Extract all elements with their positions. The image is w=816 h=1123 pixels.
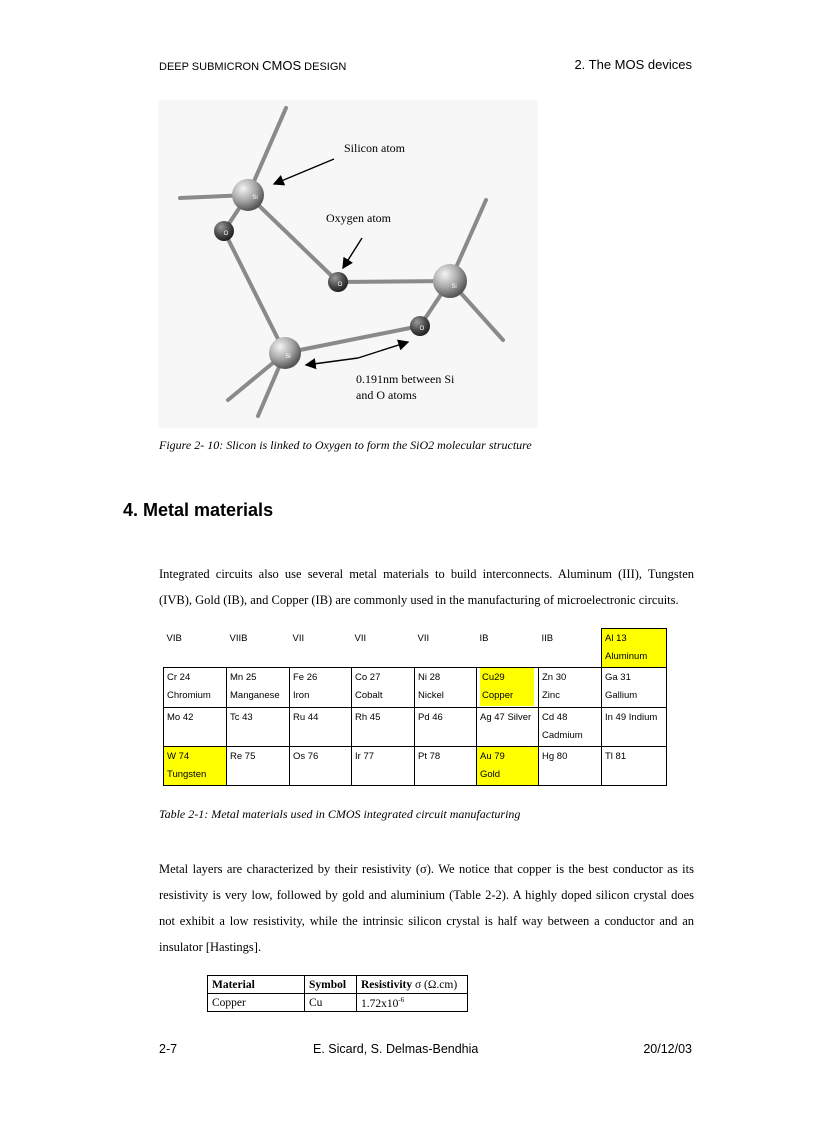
sio2-structure-figure <box>158 100 538 428</box>
header-cell: VII <box>417 632 430 644</box>
element-cell: Ga 31 Gallium <box>602 668 667 708</box>
periodic-table <box>163 628 667 786</box>
table-row <box>164 668 667 708</box>
header-cell: VIB <box>166 632 182 644</box>
footer-page-number: 2-7 <box>159 1042 178 1056</box>
element-cell-tungsten: W 74 Tungsten <box>164 747 227 786</box>
oxygen-atom-label: Oxygen atom <box>326 211 391 225</box>
element-cell: Co 27 Cobalt <box>352 668 415 708</box>
element-cell: Os 76 <box>290 747 352 786</box>
figure-caption: Figure 2- 10: Slicon is linked to Oxygen to form the SiO2 molecular structure <box>159 438 532 452</box>
resistivity-cell: $1.72x10^{-6}$ <box>357 994 468 1012</box>
silicon-atom <box>433 264 467 298</box>
element-cell: Hg 80 <box>539 747 602 786</box>
symbol-cell: Cu <box>305 994 357 1012</box>
silicon-atom <box>232 179 264 211</box>
resistivity-table <box>207 975 468 1012</box>
paragraph-resistivity: Metal layers are characterized by their resistivity (σ). We notice that copper is the best conductor as its resistivity is very low, followed by gold and aluminium (Table 2-2). A highly doped silicon crystal does not exhibit a low resistivity, while the intrinsic silicon crystal is half way between a conductor and an insulator [Hastings]. <box>159 862 694 954</box>
header-cell-aluminum: Al 13 Aluminum <box>602 629 667 668</box>
o-label: O <box>419 326 425 332</box>
table-header-row <box>164 629 667 668</box>
element-cell: Tc 43 <box>227 708 290 747</box>
header-resistivity: Resistivity σ (Ω.cm) <box>357 976 468 994</box>
header-cell: VII <box>292 632 305 644</box>
table-caption: Table 2-1: Metal materials used in CMOS integrated circuit manufacturing <box>159 807 521 821</box>
si-label: Si <box>285 354 291 360</box>
o-label: O <box>337 282 343 288</box>
element-cell: Tl 81 <box>602 747 667 786</box>
element-cell: Pd 46 <box>415 708 477 747</box>
element-cell: Fe 26 Iron <box>290 668 352 708</box>
element-cell-copper: Cu29 Copper <box>477 668 539 708</box>
element-cell: In 49 Indium <box>602 708 667 747</box>
table-row <box>164 708 667 747</box>
header-cell: VII <box>354 632 367 644</box>
header-material: Material <box>208 976 305 994</box>
distance-label-line1: 0.191nm between Si <box>356 372 455 386</box>
silicon-atom <box>269 337 301 369</box>
element-cell: Ru 44 <box>290 708 352 747</box>
table-row <box>208 994 468 1012</box>
header-cell: IB <box>479 632 489 644</box>
footer-date: 20/12/03 <box>643 1042 692 1056</box>
section-heading: 4. Metal materials <box>123 500 274 520</box>
element-cell: Ir 77 <box>352 747 415 786</box>
header-cell: IIB <box>541 632 554 644</box>
element-cell: Mn 25 Manganese <box>227 668 290 708</box>
element-cell: Zn 30 Zinc <box>539 668 602 708</box>
header-symbol: Symbol <box>305 976 357 994</box>
si-label: Si <box>252 195 258 201</box>
running-header-title: DEEP SUBMICRON CMOS DESIGN <box>159 58 347 73</box>
element-cell: Mo 42 <box>164 708 227 747</box>
running-header-chapter: 2. The MOS devices <box>574 57 692 72</box>
element-cell: Re 75 <box>227 747 290 786</box>
element-cell-gold: Au 79 Gold <box>477 747 539 786</box>
silicon-atom-label: Silicon atom <box>344 141 405 155</box>
distance-label-line2: and O atoms <box>356 388 417 402</box>
o-label: O <box>223 231 229 237</box>
material-cell: Copper <box>208 994 305 1012</box>
element-cell: Rh 45 <box>352 708 415 747</box>
footer-authors: E. Sicard, S. Delmas-Bendhia <box>313 1042 479 1056</box>
element-cell: Cr 24 Chromium <box>164 668 227 708</box>
si-label: Si <box>451 284 457 290</box>
element-cell: Ni 28 Nickel <box>415 668 477 708</box>
table-header-row <box>208 976 468 994</box>
header-cell: VIIB <box>229 632 248 644</box>
table-row <box>164 747 667 786</box>
element-cell: Pt 78 <box>415 747 477 786</box>
element-cell: Cd 48 Cadmium <box>539 708 602 747</box>
element-cell: Ag 47 Silver <box>477 708 539 747</box>
paragraph-metals: Integrated circuits also use several metal materials to build interconnects. Aluminum (III), Tungsten (IVB), Gold (IB), and Copper (IB) are commonly used in the manufacturing of microelectronic circuits. <box>159 567 694 607</box>
